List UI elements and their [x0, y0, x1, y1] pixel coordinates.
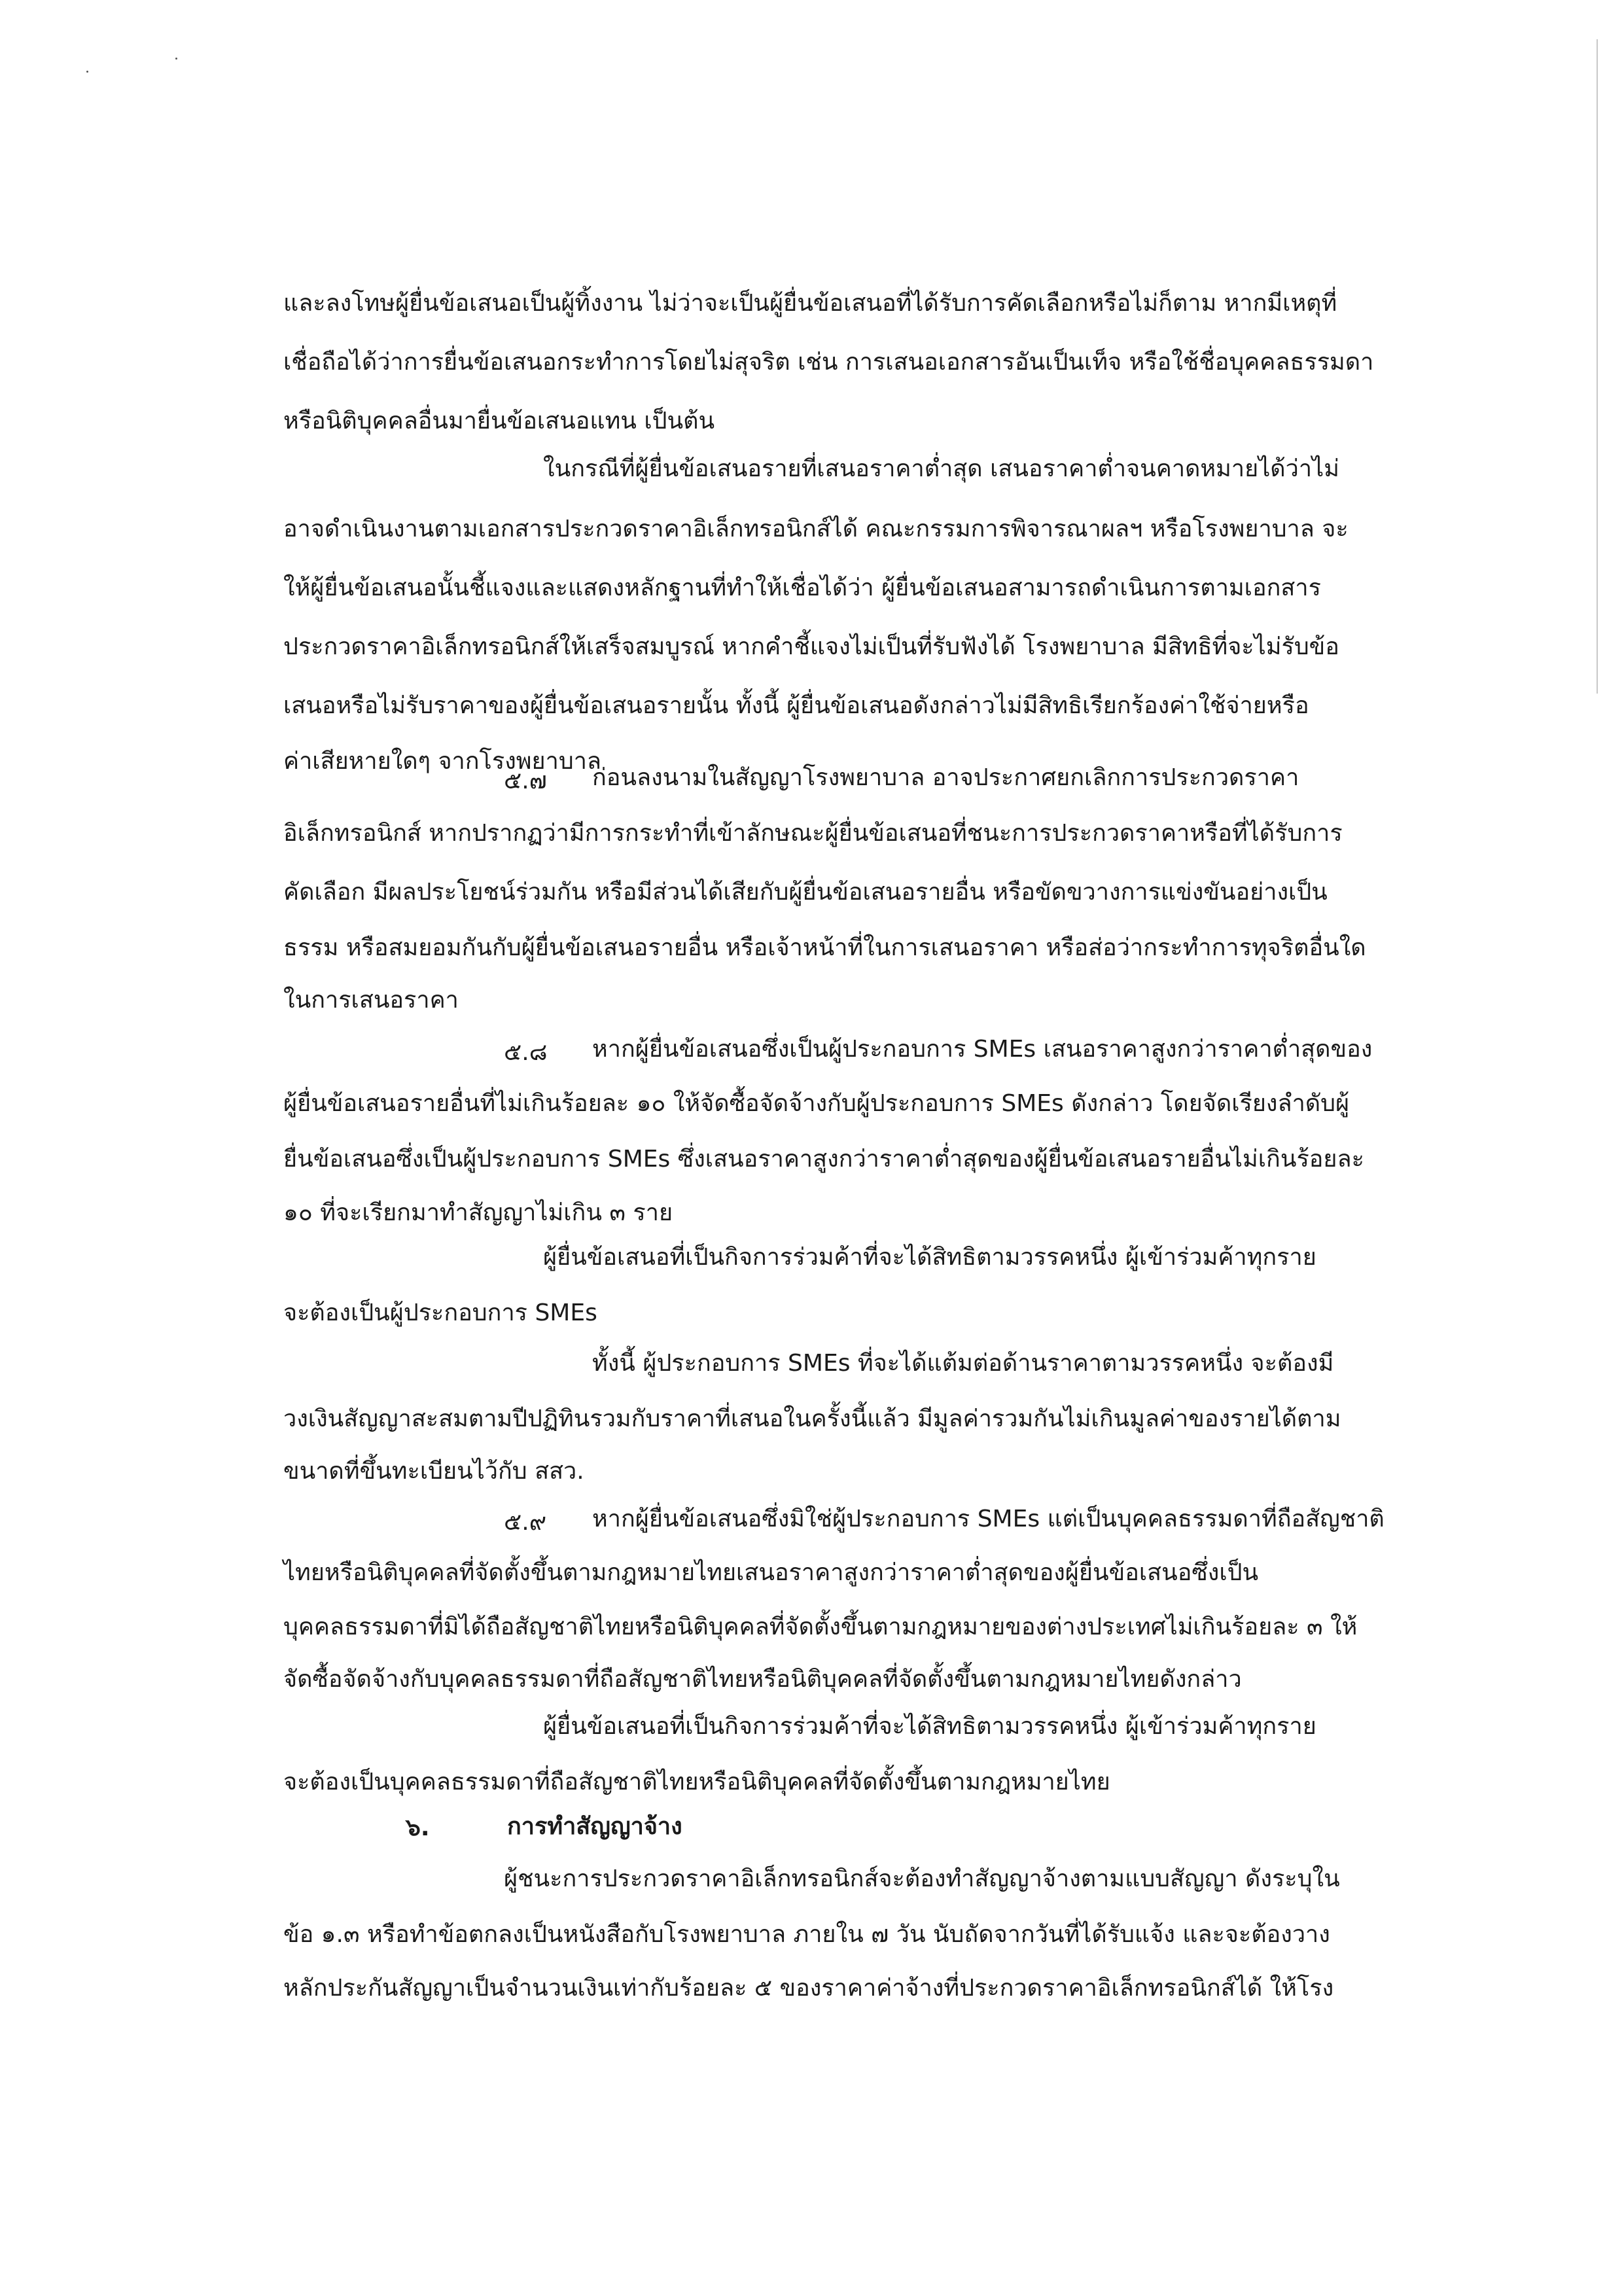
section-number: ๖. [406, 1814, 430, 1841]
text-line: คัดเลือก มีผลประโยชน์ร่วมกัน หรือมีส่วนได้เสียกับผู้ยื่นข้อเสนอรายอื่น หรือขัดขวางการแข่งขันอย่างเป็น [283, 879, 1328, 906]
text-line: ประกวดราคาอิเล็กทรอนิกส์ให้เสร็จสมบูรณ์ หากคำชี้แจงไม่เป็นที่รับฟังได้ โรงพยาบาล มีสิทธิที่จะไม่รับข้อ [283, 633, 1339, 660]
clause-number: ๕.๗ [504, 768, 547, 794]
text-line: ๑๐ ที่จะเรียกมาทำสัญญาไม่เกิน ๓ ราย [283, 1199, 673, 1226]
text-line: ผู้ยื่นข้อเสนอที่เป็นกิจการร่วมค้าที่จะได้สิทธิตามวรรคหนึ่ง ผู้เข้าร่วมค้าทุกราย [543, 1713, 1316, 1740]
text-line: บุคคลธรรมดาที่มิได้ถือสัญชาติไทยหรือนิติบุคคลที่จัดตั้งขึ้นตามกฎหมายของต่างประเทศไม่เกินร้อยละ ๓ ให้ [283, 1614, 1358, 1640]
text-line: ผู้ชนะการประกวดราคาอิเล็กทรอนิกส์จะต้องทำสัญญาจ้างตามแบบสัญญา ดังระบุใน [504, 1865, 1340, 1892]
scan-speck [86, 71, 88, 73]
text-line: จัดซื้อจัดจ้างกับบุคคลธรรมดาที่ถือสัญชาติไทยหรือนิติบุคคลที่จัดตั้งขึ้นตามกฎหมายไทยดังกล่าว [283, 1666, 1242, 1693]
text-line: หากผู้ยื่นข้อเสนอซึ่งมิใช่ผู้ประกอบการ SMEs แต่เป็นบุคคลธรรมดาที่ถือสัญชาติ [592, 1506, 1385, 1532]
text-line: ให้ผู้ยื่นข้อเสนอนั้นชี้แจงและแสดงหลักฐานที่ทำให้เชื่อได้ว่า ผู้ยื่นข้อเสนอสามารถดำเนินการตามเอกสาร [283, 574, 1321, 601]
text-line: เสนอหรือไม่รับราคาของผู้ยื่นข้อเสนอรายนั้น ทั้งนี้ ผู้ยื่นข้อเสนอดังกล่าวไม่มีสิทธิเรียกร้องค่าใช้จ่ายหรือ [283, 692, 1309, 719]
text-line: ก่อนลงนามในสัญญาโรงพยาบาล อาจประกาศยกเลิกการประกวดราคา [592, 764, 1299, 791]
text-line: ในการเสนอราคา [283, 987, 459, 1014]
text-line: ผู้ยื่นข้อเสนอรายอื่นที่ไม่เกินร้อยละ ๑๐ ให้จัดซื้อจัดจ้างกับผู้ประกอบการ SMEs ดังกล่าว โดยจัดเรียงลำดับผู้ [283, 1090, 1350, 1117]
text-line: หรือนิติบุคคลอื่นมายื่นข้อเสนอแทน เป็นต้น [283, 408, 715, 434]
text-line: ค่าเสียหายใดๆ จากโรงพยาบาล [283, 748, 601, 775]
text-line: จะต้องเป็นผู้ประกอบการ SMEs [283, 1299, 597, 1326]
scan-edge-mark [1597, 39, 1598, 694]
text-line: ไทยหรือนิติบุคคลที่จัดตั้งขึ้นตามกฎหมายไทยเสนอราคาสูงกว่าราคาต่ำสุดของผู้ยื่นข้อเสนอซึ่งเป็น [283, 1559, 1259, 1586]
text-line: จะต้องเป็นบุคคลธรรมดาที่ถือสัญชาติไทยหรือนิติบุคคลที่จัดตั้งขึ้นตามกฎหมายไทย [283, 1769, 1110, 1795]
text-line: หากผู้ยื่นข้อเสนอซึ่งเป็นผู้ประกอบการ SMEs เสนอราคาสูงกว่าราคาต่ำสุดของ [592, 1036, 1373, 1063]
text-line: และลงโทษผู้ยื่นข้อเสนอเป็นผู้ทิ้งงาน ไม่ว่าจะเป็นผู้ยื่นข้อเสนอที่ได้รับการคัดเลือกหรือไม่ก็ตาม หากมีเหตุที่ [283, 290, 1337, 317]
text-line: วงเงินสัญญาสะสมตามปีปฏิทินรวมกับราคาที่เสนอในครั้งนี้แล้ว มีมูลค่ารวมกันไม่เกินมูลค่าของรายได้ตาม [283, 1405, 1341, 1432]
text-line: ขนาดที่ขึ้นทะเบียนไว้กับ สสว. [283, 1458, 584, 1485]
section-title: การทำสัญญาจ้าง [507, 1813, 682, 1840]
text-line: หลักประกันสัญญาเป็นจำนวนเงินเท่ากับร้อยละ ๕ ของราคาค่าจ้างที่ประกวดราคาอิเล็กทรอนิกส์ได้ ให้โรง [283, 1975, 1334, 2002]
text-line: ยื่นข้อเสนอซึ่งเป็นผู้ประกอบการ SMEs ซึ่งเสนอราคาสูงกว่าราคาต่ำสุดของผู้ยื่นข้อเสนอรายอื่นไม่เกินร้อยละ [283, 1146, 1364, 1173]
clause-number: ๕.๙ [504, 1509, 547, 1536]
scan-speck [175, 58, 177, 60]
text-line: อิเล็กทรอนิกส์ หากปรากฏว่ามีการกระทำที่เข้าลักษณะผู้ยื่นข้อเสนอที่ชนะการประกวดราคาหรือที่ได้รับการ [283, 820, 1343, 847]
text-line: อาจดำเนินงานตามเอกสารประกวดราคาอิเล็กทรอนิกส์ได้ คณะกรรมการพิจารณาผลฯ หรือโรงพยาบาล จะ [283, 516, 1349, 542]
text-line: ในกรณีที่ผู้ยื่นข้อเสนอรายที่เสนอราคาต่ำสุด เสนอราคาต่ำจนคาดหมายได้ว่าไม่ [543, 455, 1339, 482]
text-line: เชื่อถือได้ว่าการยื่นข้อเสนอกระทำการโดยไม่สุจริต เช่น การเสนอเอกสารอันเป็นเท็จ หรือใช้ชื่อบุคคลธรรมดา [283, 349, 1374, 376]
text-line: ผู้ยื่นข้อเสนอที่เป็นกิจการร่วมค้าที่จะได้สิทธิตามวรรคหนึ่ง ผู้เข้าร่วมค้าทุกราย [543, 1244, 1316, 1271]
text-line: ข้อ ๑.๓ หรือทำข้อตกลงเป็นหนังสือกับโรงพยาบาล ภายใน ๗ วัน นับถัดจากวันที่ได้รับแจ้ง และจะต้องวาง [283, 1921, 1330, 1948]
text-line: ทั้งนี้ ผู้ประกอบการ SMEs ที่จะได้แต้มต่อด้านราคาตามวรรคหนึ่ง จะต้องมี [592, 1350, 1334, 1377]
text-line: ธรรม หรือสมยอมกันกับผู้ยื่นข้อเสนอรายอื่น หรือเจ้าหน้าที่ในการเสนอราคา หรือส่อว่ากระทำการทุจริตอื่นใด [283, 934, 1366, 961]
clause-number: ๕.๘ [504, 1039, 548, 1066]
